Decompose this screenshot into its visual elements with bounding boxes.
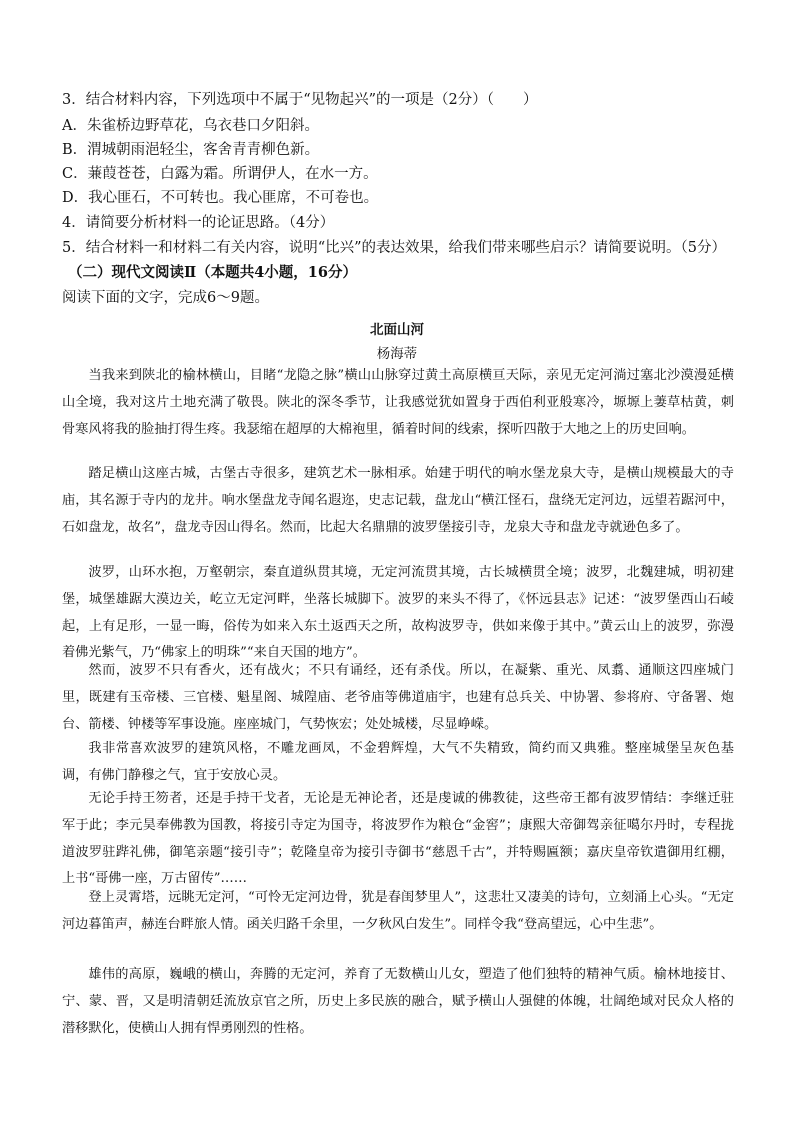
article-author: 杨海蒂: [376, 346, 418, 362]
section-heading: （二）现代文阅读Ⅱ（本题共4小题，16分）: [68, 264, 357, 281]
question-5: 5．结合材料一和材料二有关内容，说明“比兴”的表达效果，给我们带来哪些启示？请简要说明。（5分）: [62, 240, 727, 256]
article-paragraph: 当我来到陕北的榆林横山，目睹“龙隐之脉”横山山脉穿过黄土高原横亘天际，亲见无定河淌过塞北沙漠漫延横山全境，我对这片土地充满了敬畏。陕北的深冬季节，让我感觉犹如置身于西伯利亚般寒冷，塬塬上萋草枯黄，刺骨寒风将我的脸抽打得生疼。我瑟缩在超厚的大棉袍里，循着时间的线索，探听四散于大地之上的历史回响。: [62, 368, 734, 437]
article-paragraph: 登上灵霄塔，远眺无定河，“可怜无定河边骨，犹是春闺梦里人”，这悲壮又凄美的诗句，立刻涌上心头。“无定河边暮笛声，赫连台畔旅人情。函关归路千余里，一夕秋风白发生”。同样令我“登高望远，心中生悲”。: [62, 890, 734, 932]
question-4: 4．请简要分析材料一的论证思路。（4分）: [62, 215, 335, 231]
article-paragraph: 雄伟的高原，巍峨的横山，奔腾的无定河，养育了无数横山儿女，塑造了他们独特的精神气质。榆林地接甘、宁、蒙、晋，又是明清朝廷流放京官之所，历史上多民族的融合，赋予横山人强健的体魄，壮阔绝域对民众人格的潜移默化，使横山人拥有悍勇刚烈的性格。: [62, 967, 734, 1036]
article-paragraph: 波罗，山环水抱，万壑朝宗，秦直道纵贯其境，无定河流贯其境，古长城横贯全境；波罗，北魏建城，明初建堡，城堡雄踞大漠边关，屹立无定河畔，坐落长城脚下。波罗的来头不得了，《怀远县志》记述：“波罗堡西山石崚起，上有足形，一显一晦，俗传为如来入东土返西天之所，故构波罗寺，供如来像于其中。”黄云山上的波罗，弥漫着佛光紫气，乃“佛家上的明珠”“来自天国的地方”。: [62, 565, 734, 661]
article-paragraph: 我非常喜欢波罗的建筑风格，不雕龙画凤，不金碧辉煌，大气不失精致，简约而又典雅。整座城堡呈灰色基调，有佛门静穆之气，宜于安放心灵。: [62, 741, 734, 783]
article-paragraph: 踏足横山这座古城，古堡古寺很多，建筑艺术一脉相承。始建于明代的响水堡龙泉大寺，是横山规模最大的寺庙，其名源于寺内的龙井。响水堡盘龙寺闻名遐迩，史志记载，盘龙山“横江怪石，盘绕无定河边，远望若踞河中，石如盘龙，故名”，盘龙寺因山得名。然而，比起大名鼎鼎的波罗堡接引寺，龙泉大寺和盘龙寺就逊色多了。: [62, 466, 734, 535]
article-paragraph: 然而，波罗不只有香火，还有战火；不只有诵经，还有杀伐。所以，在凝紫、重光、凤翥、通顺这四座城门里，既建有玉帝楼、三官楼、魁星阁、城隍庙、老爷庙等佛道庙宇，也建有总兵关、中协署、参将府、守备署、炮台、箭楼、钟楼等军事设施。座座城门，气势恢宏；处处城楼，尽显峥嵘。: [62, 663, 734, 732]
option-d: D．我心匪石，不可转也。我心匪席，不可卷也。: [62, 190, 379, 206]
option-b: B．渭城朝雨浥轻尘，客舍青青柳色新。: [62, 142, 320, 158]
article-title: 北面山河: [370, 322, 424, 338]
option-c: C．蒹葭苍苍，白露为霜。所谓伊人，在水一方。: [62, 166, 378, 182]
reading-instruction: 阅读下面的文字，完成6～9题。: [62, 290, 269, 306]
question-3: 3．结合材料内容，下列选项中不属于“见物起兴”的一项是（2分）（ ）: [62, 92, 538, 108]
option-a: A．朱雀桥边野草花，乌衣巷口夕阳斜。: [62, 118, 319, 134]
article-paragraph: 无论手持王笏者，还是手持干戈者，无论是无神论者，还是虔诚的佛教徒，这些帝王都有波罗情结：李继迁驻军于此；李元昊奉佛教为国教，将接引寺定为国寺，将波罗作为粮仓“金窖”；康熙大帝御驾亲征噶尔丹时，专程拢道波罗驻跸礼佛，御笔亲题“接引寺”；乾隆皇帝为接引寺御书“慈恩千古”，并特赐匾额；嘉庆皇帝钦遣御用红棚，上书“哥佛一座，万古留传”……: [62, 791, 734, 887]
